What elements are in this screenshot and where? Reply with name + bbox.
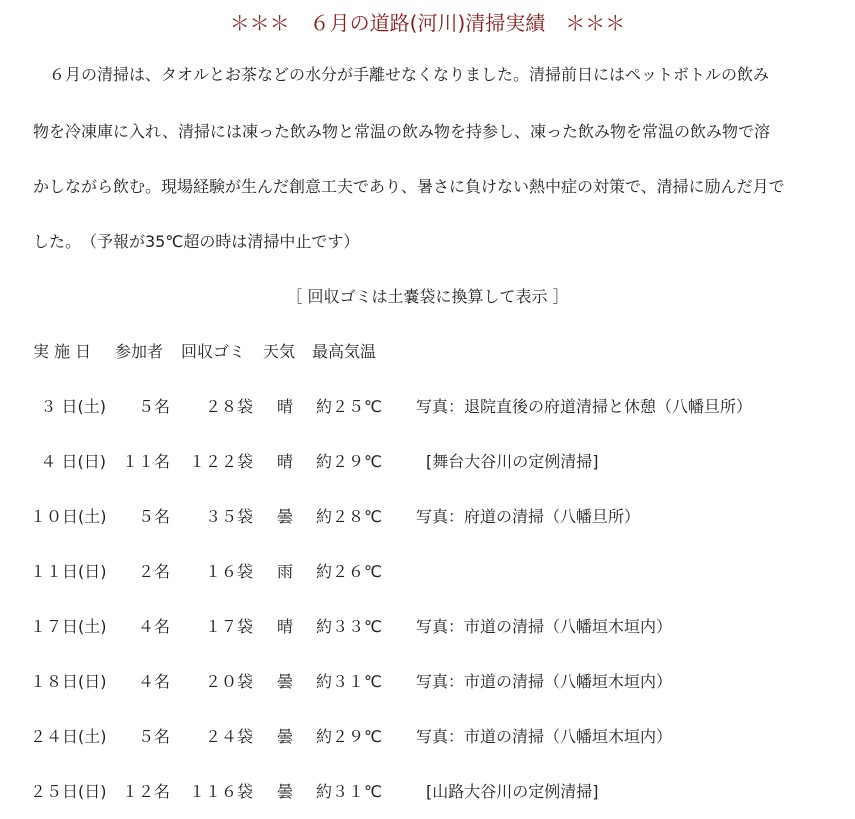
row-max-temp: 約２６℃: [316, 562, 382, 581]
row-max-temp: 約３１℃: [316, 672, 382, 691]
row-date: ４ 日(日): [40, 452, 106, 471]
row-weather: 曇: [276, 782, 293, 801]
row-weather: 曇: [276, 727, 293, 746]
header-participants: 参加者: [115, 342, 164, 361]
row-date: ３ 日(土): [40, 397, 106, 416]
row-participants: ５名: [137, 507, 170, 526]
row-max-temp: 約３１℃: [316, 782, 382, 801]
row-max-temp: 約２９℃: [316, 452, 382, 471]
table-row: [0, 725, 855, 749]
row-weather: 曇: [276, 672, 293, 691]
table-row: [0, 450, 855, 474]
row-max-temp: 約２９℃: [316, 727, 382, 746]
table-row: [0, 560, 855, 584]
row-bags: １２２袋: [188, 452, 253, 471]
paragraph-line: かしながら飲む。現場経験が生んだ創意工夫であり、暑さに負けない熱中症の対策で、清掃に励んだ月で: [33, 177, 785, 196]
row-bags: ３５袋: [204, 507, 253, 526]
table-row: [0, 780, 855, 804]
header-max-temp: 最高気温: [312, 342, 377, 361]
row-bags: １１６袋: [188, 782, 253, 801]
row-participants: ４名: [137, 617, 170, 636]
paragraph-line: ６月の清掃は、タオルとお茶などの水分が手離せなくなりました。清掃前日にはペットボトルの飲み: [49, 65, 770, 84]
row-bags: ２０袋: [204, 672, 253, 691]
row-participants: ５名: [137, 727, 170, 746]
row-description: [山路大谷川の定例清掃]: [426, 782, 599, 801]
row-bags: ２８袋: [204, 397, 253, 416]
page-title: ＊＊＊ ６月の道路(河川)清掃実績 ＊＊＊: [229, 11, 626, 35]
table-row: [0, 615, 855, 639]
paragraph-line: した。 （予報が35℃超の時は清掃中止です）: [33, 232, 360, 251]
row-weather: 晴: [276, 397, 293, 416]
header-garbage: 回収ゴミ: [181, 342, 246, 361]
row-weather: 晴: [276, 452, 293, 471]
table-row: [0, 505, 855, 529]
garbage-unit-note: ［ 回収ゴミは土嚢袋に換算して表示 ］: [286, 287, 569, 306]
row-max-temp: 約２５℃: [316, 397, 382, 416]
row-participants: ４名: [137, 672, 170, 691]
row-bags: １７袋: [204, 617, 253, 636]
row-description: 写真：市道の清掃（八幡垣木垣内）: [416, 727, 673, 746]
row-participants: ２名: [137, 562, 170, 581]
row-max-temp: 約３３℃: [316, 617, 382, 636]
row-date: １１日(日): [30, 562, 107, 581]
row-date: １７日(土): [30, 617, 107, 636]
row-bags: １６袋: [204, 562, 253, 581]
row-date: １０日(土): [30, 507, 107, 526]
row-description: 写真：市道の清掃（八幡垣木垣内）: [416, 617, 673, 636]
row-description: 写真：市道の清掃（八幡垣木垣内）: [416, 672, 673, 691]
table-row: [0, 670, 855, 694]
row-description: 写真：府道の清掃（八幡旦所）: [416, 507, 641, 526]
row-participants: １２名: [121, 782, 170, 801]
row-date: ２４日(土): [30, 727, 107, 746]
row-participants: １１名: [121, 452, 170, 471]
header-weather: 天気: [263, 342, 296, 361]
row-date: ２５日(日): [30, 782, 107, 801]
table-header: [0, 340, 855, 364]
row-description: 写真：退院直後の府道清掃と休憩（八幡旦所）: [416, 397, 753, 416]
table-row: [0, 395, 855, 419]
row-date: １８日(日): [30, 672, 107, 691]
row-weather: 晴: [276, 617, 293, 636]
row-max-temp: 約２８℃: [316, 507, 382, 526]
header-date: 実 施 日: [33, 342, 92, 361]
row-description: [舞台大谷川の定例清掃]: [426, 452, 599, 471]
row-bags: ２４袋: [204, 727, 253, 746]
row-weather: 雨: [276, 562, 293, 581]
row-participants: ５名: [137, 397, 170, 416]
row-weather: 曇: [276, 507, 293, 526]
paragraph-line: 物を冷凍庫に入れ、清掃には凍った飲み物と常温の飲み物を持参し、凍った飲み物を常温の飲み物で溶: [33, 122, 770, 141]
